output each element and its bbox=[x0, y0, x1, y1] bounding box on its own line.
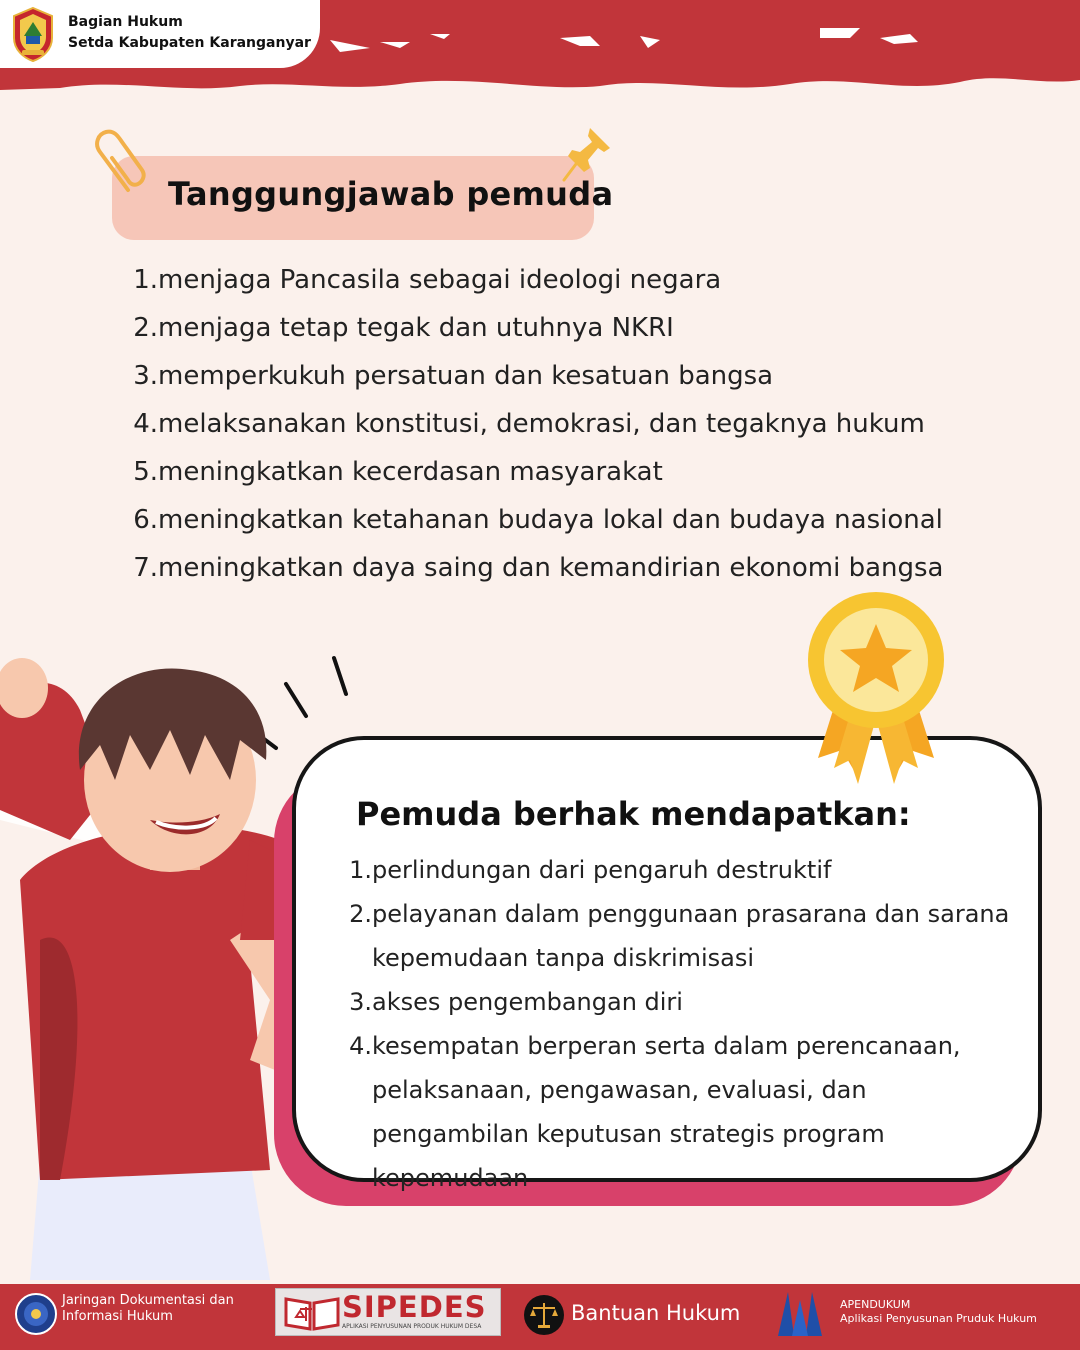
list-text: perlindungan dari pengaruh destruktif bbox=[372, 856, 832, 884]
list-number: 6. bbox=[133, 505, 158, 535]
responsibilities-title: Tanggungjawab pemuda bbox=[168, 175, 614, 213]
list-item bbox=[346, 848, 1026, 892]
bantuan-hukum-label[interactable]: Bantuan Hukum bbox=[571, 1301, 741, 1325]
list-number: 1. bbox=[133, 265, 158, 295]
karanganyar-crest-icon bbox=[10, 6, 56, 62]
list-number: 4. bbox=[133, 409, 158, 439]
list-number: 3. bbox=[133, 361, 158, 391]
rights-title: Pemuda berhak mendapatkan: bbox=[356, 795, 911, 833]
list-text: menjaga tetap tegak dan utuhnya NKRI bbox=[158, 313, 674, 343]
list-number: 3. bbox=[349, 988, 372, 1016]
organization-line-2: Setda Kabupaten Karanganyar bbox=[68, 35, 311, 51]
sipedes-logo[interactable] bbox=[275, 1288, 501, 1336]
apendukum-description: Aplikasi Penyusunan Pruduk Hukum bbox=[840, 1312, 1037, 1325]
list-item bbox=[346, 980, 1026, 1024]
organization-name bbox=[68, 12, 311, 54]
list-item bbox=[346, 1024, 1026, 1200]
list-text: memperkukuh persatuan dan kesatuan bangsa bbox=[158, 361, 774, 391]
list-item bbox=[128, 352, 1028, 400]
jdih-logo-icon[interactable] bbox=[14, 1292, 58, 1336]
jdih-label[interactable]: Jaringan Dokumentasi dan Informasi Hukum bbox=[62, 1293, 234, 1324]
list-item bbox=[128, 448, 1028, 496]
list-item bbox=[128, 544, 1028, 592]
list-text: meningkatkan kecerdasan masyarakat bbox=[158, 457, 663, 487]
sipedes-subtitle: APLIKASI PENYUSUNAN PRODUK HUKUM DESA bbox=[342, 1323, 482, 1330]
list-item bbox=[346, 892, 1026, 980]
list-text: kesempatan berperan serta dalam perencanaan, pelaksanaan, pengawasan, evaluasi, dan pengambilan keputusan strategis program kepemudaan bbox=[372, 1032, 961, 1192]
paperclip-icon bbox=[88, 128, 152, 198]
list-text: akses pengembangan diri bbox=[372, 988, 683, 1016]
list-text: melaksanakan konstitusi, demokrasi, dan tegaknya hukum bbox=[158, 409, 925, 439]
list-text: meningkatkan daya saing dan kemandirian ekonomi bangsa bbox=[158, 553, 944, 583]
sipedes-book-icon bbox=[282, 1293, 342, 1331]
rights-list bbox=[346, 848, 1026, 1200]
list-text: meningkatkan ketahanan budaya lokal dan budaya nasional bbox=[158, 505, 943, 535]
list-item bbox=[128, 496, 1028, 544]
list-number: 2. bbox=[133, 313, 158, 343]
list-text: pelayanan dalam penggunaan prasarana dan sarana kepemudaan tanpa diskrimisasi bbox=[372, 900, 1010, 972]
apendukum-logo-icon[interactable] bbox=[770, 1286, 830, 1340]
apendukum-name: APENDUKUM bbox=[840, 1298, 911, 1311]
list-item bbox=[128, 304, 1028, 352]
list-text: menjaga Pancasila sebagai ideologi negara bbox=[158, 265, 722, 295]
list-item bbox=[128, 256, 1028, 304]
sipedes-name: SIPEDES bbox=[342, 1290, 487, 1324]
list-number: 4. bbox=[349, 1032, 372, 1060]
responsibilities-list bbox=[128, 256, 1028, 592]
list-item bbox=[128, 400, 1028, 448]
apendukum-label[interactable] bbox=[840, 1298, 1037, 1326]
scales-icon[interactable] bbox=[523, 1294, 565, 1336]
list-number: 7. bbox=[133, 553, 158, 583]
header-card bbox=[0, 0, 320, 68]
list-number: 1. bbox=[349, 856, 372, 884]
medal-icon bbox=[800, 588, 952, 798]
list-number: 2. bbox=[349, 900, 372, 928]
organization-line-1: Bagian Hukum bbox=[68, 14, 183, 30]
list-number: 5. bbox=[133, 457, 158, 487]
